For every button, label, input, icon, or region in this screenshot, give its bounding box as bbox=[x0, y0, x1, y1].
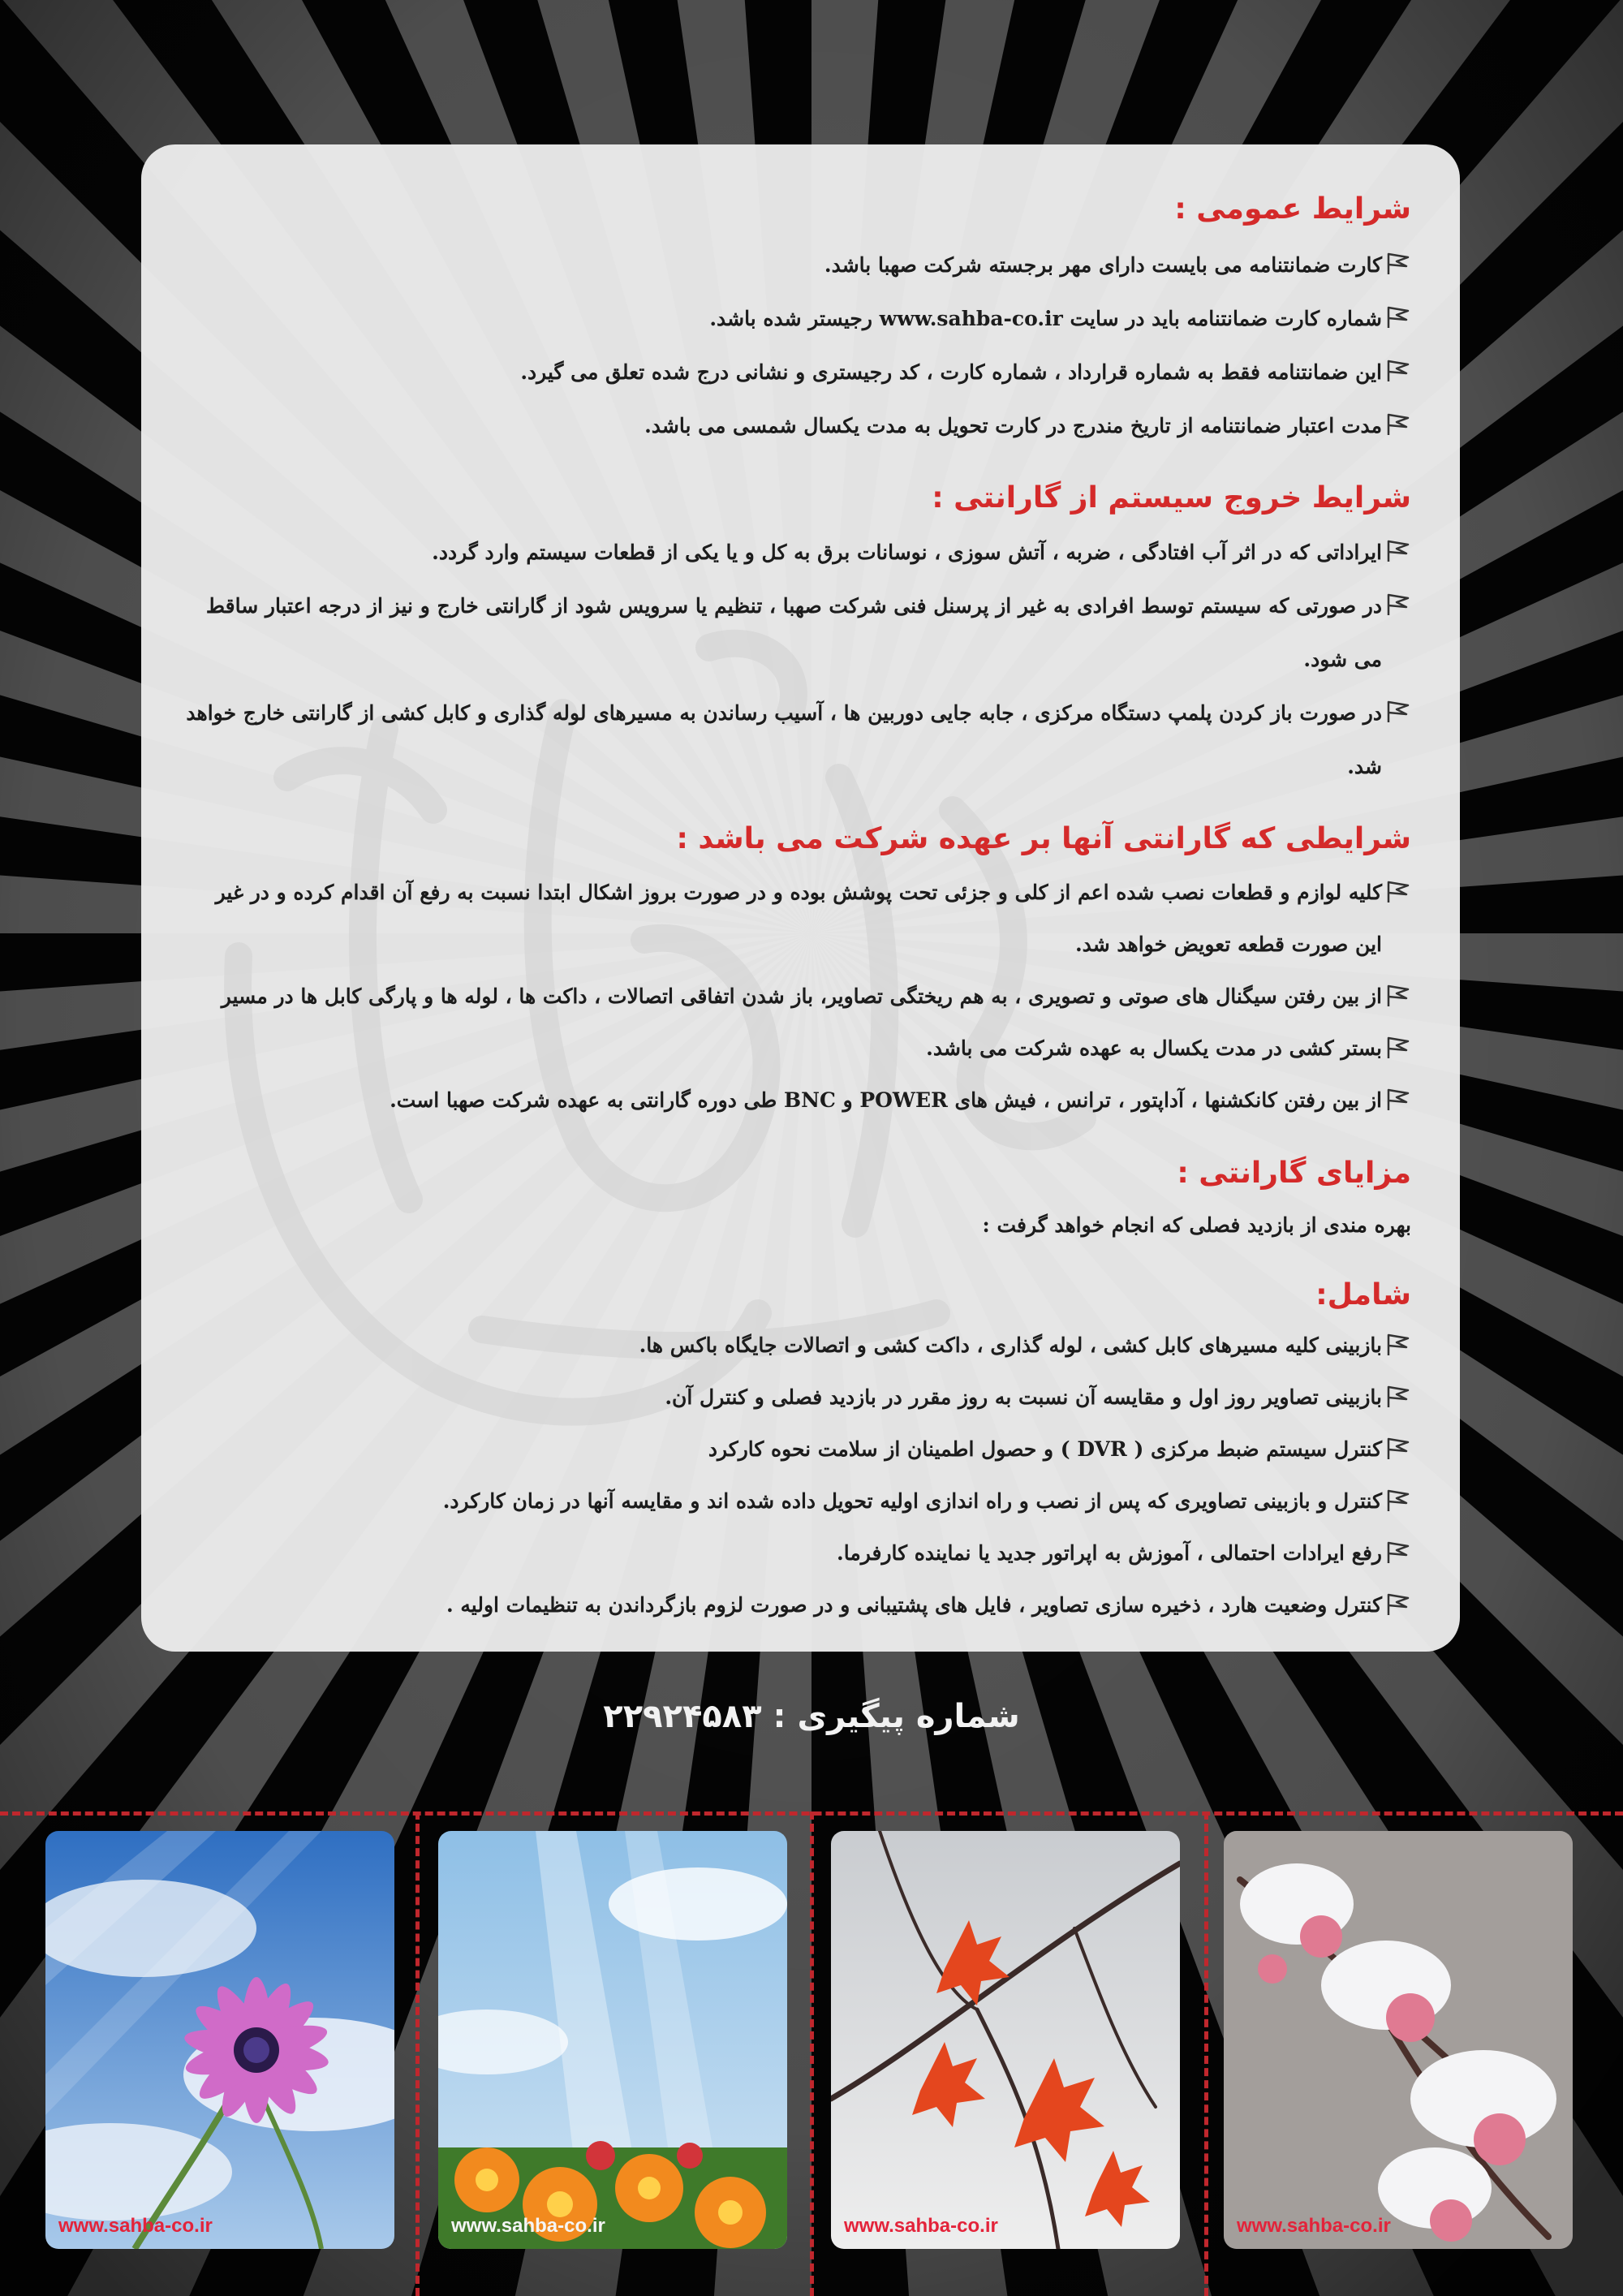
flag-bullet-icon bbox=[1385, 1036, 1411, 1060]
photo-snowy-blossom bbox=[1224, 1831, 1573, 2249]
photo-flowers-sky bbox=[438, 1831, 787, 2249]
flag-bullet-icon bbox=[1385, 1088, 1411, 1112]
covered-item: کلیه لوازم و قطعات نصب شده اعم از کلی و جزئی تحت پوشش بوده و در صورت بروز اشکال ابتدا نسبت به رفع آن اقدام کرده و در غیر این صورت قطعه تعویض خواهد شد. bbox=[182, 867, 1411, 971]
general-term-item: مدت اعتبار ضمانتنامه از تاریخ مندرج در کارت تحویل به مدت یکسال شمسی می باشد. bbox=[182, 399, 1411, 453]
flag-bullet-icon bbox=[1385, 539, 1411, 563]
flag-bullet-icon bbox=[1385, 880, 1411, 904]
section-title-warranty-exclusions: شرایط خروج سیستم از گارانتی : bbox=[932, 481, 1411, 515]
general-term-item: این ضمانتنامه فقط به شماره قرارداد ، شماره کارت ، کد رجیستری و نشانی درج شده تعلق می گیرد. bbox=[182, 346, 1411, 399]
photo-pink-daisy bbox=[45, 1831, 394, 2249]
photo-caption: www.sahba-co.ir bbox=[1237, 2215, 1391, 2237]
covered-item: بستر کشی در مدت یکسال به عهده شرکت می باشد. bbox=[182, 1023, 1411, 1075]
section-title-includes: شامل: bbox=[1315, 1278, 1411, 1312]
flag-bullet-icon bbox=[1385, 412, 1411, 437]
photo-caption: www.sahba-co.ir bbox=[58, 2215, 213, 2237]
covered-item: از بین رفتن کانکشنها ، آداپتور ، ترانس ، فیش های POWER و BNC طی دوره گارانتی به عهده شرکت صهبا است. bbox=[182, 1075, 1411, 1126]
exclusion-item: در صورتی که سیستم توسط افرادی به غیر از پرسنل فنی شرکت صهبا ، تنظیم یا سرویس شود از گارانتی خارج و نیز از درجه اعتبار ساقط می شود. bbox=[182, 579, 1411, 687]
warranty-terms-card bbox=[141, 144, 1460, 1652]
flag-bullet-icon bbox=[1385, 359, 1411, 383]
photo-autumn-leaves bbox=[831, 1831, 1180, 2249]
flag-bullet-icon bbox=[1385, 1592, 1411, 1617]
flag-bullet-icon bbox=[1385, 1488, 1411, 1513]
includes-item: کنترل و بازبینی تصاویری که پس از نصب و راه اندازی اولیه تحویل داده شده اند و مقایسه آنها در زمان کارکرد. bbox=[182, 1475, 1411, 1527]
section-title-covered-conditions: شرایطی که گارانتی آنها بر عهده شرکت می باشد : bbox=[676, 822, 1411, 855]
flag-bullet-icon bbox=[1385, 305, 1411, 330]
section-title-general-terms: شرایط عمومی : bbox=[1174, 192, 1411, 226]
tracking-number: شماره پیگیری : ۲۲۹۲۴۵۸۳ bbox=[603, 1698, 1020, 1735]
includes-item: بازبینی تصاویر روز اول و مقایسه آن نسبت به روز مقرر در بازدید فصلی و کنترل آن. bbox=[182, 1372, 1411, 1424]
covered-item: از بین رفتن سیگنال های صوتی و تصویری ، به هم ریختگی تصاویر، باز شدن اتفاقی اتصالات ، داکت ها ، لوله ها و پارگی کابل ها در مسیر bbox=[182, 971, 1411, 1023]
dashed-divider bbox=[415, 1811, 420, 2296]
photo-caption: www.sahba-co.ir bbox=[844, 2215, 998, 2237]
flag-bullet-icon bbox=[1385, 700, 1411, 724]
exclusion-item: ایراداتی که در اثر آب افتادگی ، ضربه ، آتش سوزی ، نوسانات برق به کل و یا یکی از قطعات سیستم وارد گردد. bbox=[182, 526, 1411, 579]
includes-item: کنترل سیستم ضبط مرکزی ( DVR ) و حصول اطمینان از سلامت نحوه کارکرد bbox=[182, 1424, 1411, 1475]
flag-bullet-icon bbox=[1385, 1333, 1411, 1357]
includes-item: بازبینی کلیه مسیرهای کابل کشی ، لوله گذاری ، داکت کشی و اتصالات جایگاه باکس ها. bbox=[182, 1320, 1411, 1372]
section-title-warranty-benefits: مزایای گارانتی : bbox=[1177, 1157, 1411, 1190]
flag-bullet-icon bbox=[1385, 984, 1411, 1008]
includes-item: کنترل وضعیت هارد ، ذخیره سازی تصاویر ، فایل های پشتیبانی و در صورت لزوم بازگرداندن به تنظیمات اولیه . bbox=[182, 1579, 1411, 1631]
includes-item: رفع ایرادات احتمالی ، آموزش به اپراتور جدید یا نماینده کارفرما. bbox=[182, 1527, 1411, 1579]
flag-bullet-icon bbox=[1385, 592, 1411, 617]
flag-bullet-icon bbox=[1385, 1385, 1411, 1409]
flag-bullet-icon bbox=[1385, 1540, 1411, 1565]
benefits-text: بهره مندی از بازدید فصلی که انجام خواهد گرفت : bbox=[982, 1213, 1411, 1237]
flag-bullet-icon bbox=[1385, 1437, 1411, 1461]
exclusion-item: در صورت باز کردن پلمپ دستگاه مرکزی ، جابه جایی دوربین ها ، آسیب رساندن به مسیرهای لوله گذاری و کابل کشی از گارانتی خارج خواهد شد. bbox=[182, 687, 1411, 794]
dashed-divider bbox=[810, 1811, 814, 2296]
flag-bullet-icon bbox=[1385, 252, 1411, 276]
photo-caption: www.sahba-co.ir bbox=[451, 2215, 605, 2237]
general-term-item: کارت ضمانتنامه می بایست دارای مهر برجسته شرکت صهبا باشد. bbox=[182, 239, 1411, 292]
dashed-divider bbox=[1204, 1811, 1208, 2296]
general-term-item: شماره کارت ضمانتنامه باید در سایت www.sahba-co.ir رجیستر شده باشد. bbox=[182, 292, 1411, 346]
